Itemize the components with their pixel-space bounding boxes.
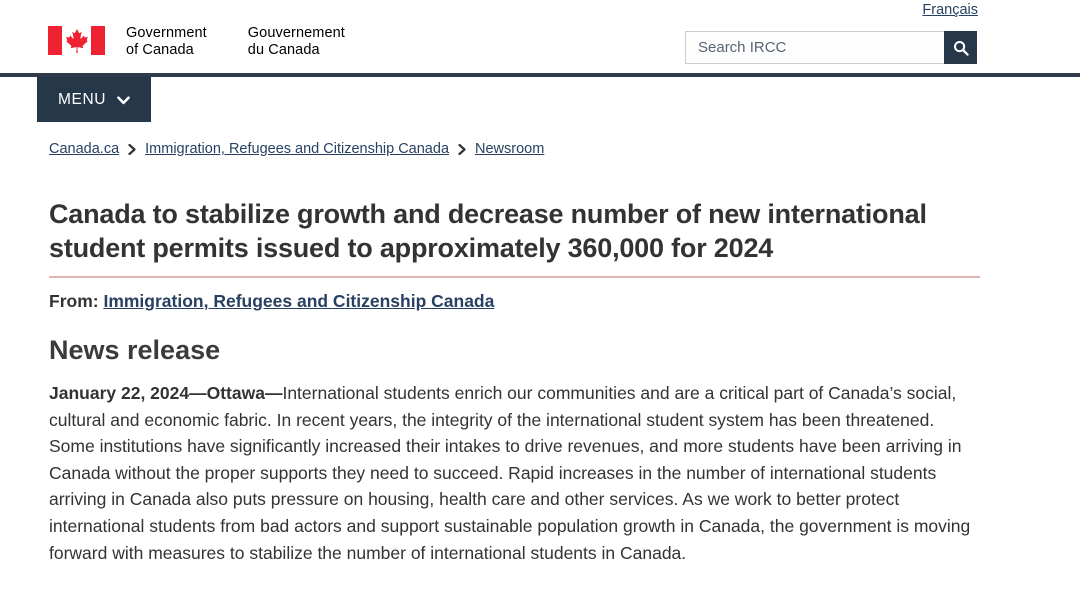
breadcrumb-link-ircc[interactable]: Immigration, Refugees and Citizenship Canada — [145, 141, 450, 157]
news-release-paragraph — [49, 380, 980, 566]
search-button[interactable] — [944, 31, 977, 64]
magnifier-icon — [953, 40, 969, 56]
flag-right-bar — [91, 26, 105, 55]
site-search — [685, 31, 977, 64]
language-toggle-link[interactable]: Français — [922, 2, 978, 18]
news-release-heading: News release — [49, 335, 221, 365]
menu-button-label: MENU — [58, 90, 107, 108]
from-line — [49, 291, 980, 312]
paragraph-body: International students enrich our communities and are a critical part of Canada’s social, cultural and economic fabric. In recent years, the integrity of the international student system has been threatened. Some institutions have significantly increased their intakes to drive revenues, and more students have been arriving in Canada without the proper supports they need to succeed. Rapid increases in the number of international students arriving in Canada also puts pressure on housing, health care and other services. As we work to better protect international students from bad actors and support sustainable population growth in Canada, the government is moving forward with measures to stabilize the number of international students in Canada. — [49, 383, 971, 563]
page-title: Canada to stabilize growth and decrease number of new international student permits issued to approximately 360,000 for 2024 — [49, 198, 980, 278]
from-department-link[interactable]: Immigration, Refugees and Citizenship Canada — [103, 291, 495, 311]
government-of-canada-signature[interactable] — [48, 26, 345, 59]
breadcrumb-link-newsroom[interactable]: Newsroom — [475, 141, 545, 157]
maple-leaf-icon — [62, 26, 91, 55]
chevron-right-icon — [128, 144, 136, 155]
search-input[interactable] — [685, 31, 944, 64]
flag-left-bar — [48, 26, 62, 55]
wordmark-english: Government of Canada — [126, 25, 207, 58]
wordmark-french: Gouvernement du Canada — [247, 25, 345, 58]
breadcrumb-link-canada-ca[interactable]: Canada.ca — [49, 141, 120, 157]
canada-flag-icon — [48, 26, 105, 55]
chevron-down-icon — [117, 94, 130, 105]
article-content — [49, 198, 980, 566]
site-header — [0, 0, 1080, 73]
chevron-right-icon — [458, 144, 466, 155]
breadcrumb — [49, 141, 1080, 157]
dateline: January 22, 2024—Ottawa— — [49, 383, 283, 403]
menu-button[interactable] — [37, 77, 151, 122]
wordmark-text — [126, 25, 345, 59]
menu-bar — [0, 77, 1080, 122]
from-label: From: — [49, 291, 99, 311]
